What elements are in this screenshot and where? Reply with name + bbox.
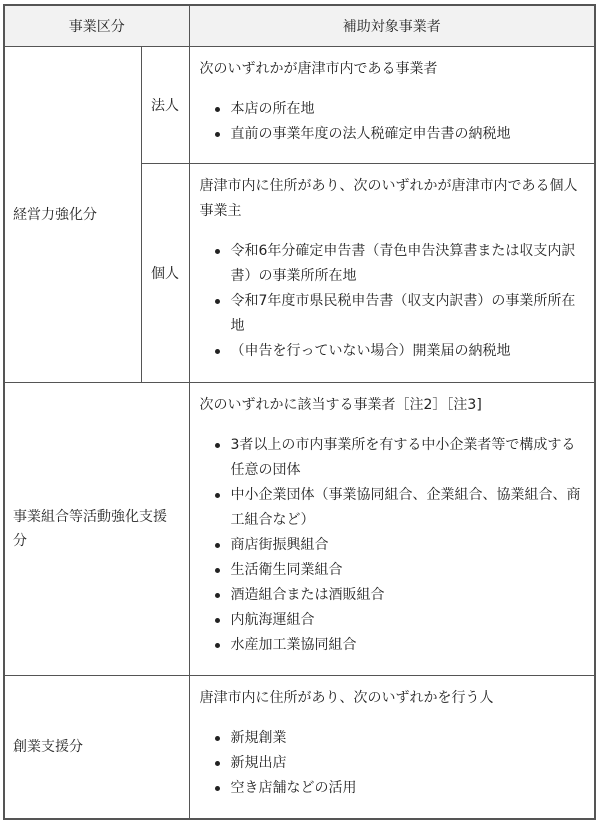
list-item: 本店の所在地 <box>231 97 585 122</box>
eligibility-table <box>3 4 596 820</box>
bullet-list <box>200 239 585 364</box>
target-startup <box>189 676 595 820</box>
subcategory-individual: 個人 <box>141 164 189 383</box>
list-item: 令和7年度市県民税申告書（収支内訳書）の事業所所在地 <box>231 289 585 339</box>
row-startup <box>4 676 595 820</box>
list-item: 水産加工業協同組合 <box>231 633 585 658</box>
target-association <box>189 383 595 676</box>
category-startup: 創業支援分 <box>4 676 189 820</box>
list-item: 新規創業 <box>231 726 585 751</box>
intro-text: 次のいずれかに該当する事業者［注2］［注3] <box>199 397 482 413</box>
bullet-list <box>200 726 585 801</box>
list-item: 商店街振興組合 <box>231 533 585 558</box>
list-item: 生活衛生同業組合 <box>231 558 585 583</box>
header-row <box>4 5 595 47</box>
category-association: 事業組合等活動強化支援分 <box>4 383 189 676</box>
target-individual <box>189 164 595 383</box>
header-category: 事業区分 <box>4 5 189 47</box>
intro-text: 唐津市内に住所があり、次のいずれかが唐津市内である個人事業主 <box>199 178 578 219</box>
list-item: 空き店舗などの活用 <box>231 776 585 801</box>
list-item: 酒造組合または酒販組合 <box>231 583 585 608</box>
list-item: 令和6年分確定申告書（青色申告決算書または収支内訳書）の事業所所在地 <box>231 239 585 289</box>
list-item: 3者以上の市内事業所を有する中小企業者等で構成する任意の団体 <box>231 433 585 483</box>
subcategory-corporation: 法人 <box>141 47 189 164</box>
bullet-list <box>200 433 585 658</box>
header-target: 補助対象事業者 <box>189 5 595 47</box>
category-management: 経営力強化分 <box>4 47 141 383</box>
row-management-corporation <box>4 47 595 164</box>
list-item: （申告を行っていない場合）開業届の納税地 <box>231 339 585 364</box>
list-item: 中小企業団体（事業協同組合、企業組合、協業組合、商工組合など） <box>231 483 585 533</box>
list-item: 新規出店 <box>231 751 585 776</box>
row-association <box>4 383 595 676</box>
list-item: 内航海運組合 <box>231 608 585 633</box>
target-corporation <box>189 47 595 164</box>
list-item: 直前の事業年度の法人税確定申告書の納税地 <box>231 122 585 147</box>
intro-text: 次のいずれかが唐津市内である事業者 <box>199 61 438 77</box>
bullet-list <box>200 97 585 147</box>
intro-text: 唐津市内に住所があり、次のいずれかを行う人 <box>199 690 494 706</box>
